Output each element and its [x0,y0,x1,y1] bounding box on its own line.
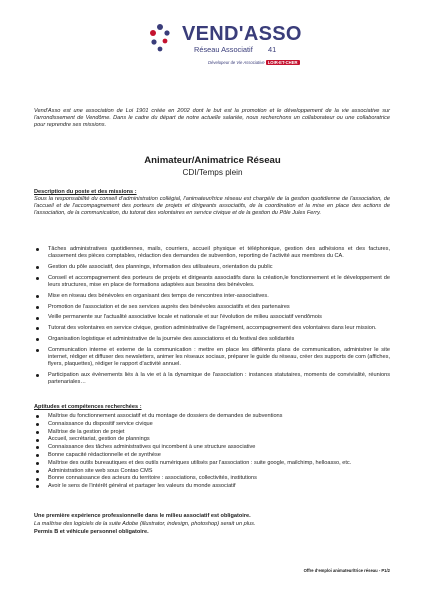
skills-list [34,413,390,491]
list-item: Mise en réseau des bénévoles en organisant des temps de rencontres inter-associatives. [34,293,390,300]
list-item: Connaissance du dispositif service civique [34,421,390,428]
list-item: Tâches administratives quotidiennes, mails, courriers, accueil physique et téléphonique, gestion des adhésions et des factures, classement des pièces comptables, rédaction des demandes de subvention, reporting de l'activité aux membres du CA. [34,246,390,260]
skills-heading: Aptitudes et compétences recherchées : [34,404,142,410]
missions-list [34,246,390,390]
list-item: Maîtrise des outils bureautiques et des outils numériques utilisés par l'association : suite google, mailchimp, helloasso, etc. [34,460,390,467]
description-paragraph: Sous la responsabilité du conseil d'administration collégial, l'animateur/trice réseau est chargé/e de la gestion quotidienne de l'association, de l'accueil et de l'accompagnement des porteurs de projets et dirigeants associatifs, de la coordination et la mise en place des actions de l'association, de la communication, du tutorat des volontaires en service civique et de la gestion du Pôle Jules Ferry. [34,196,390,217]
logo-tagline-badge: LOIR-ET-CHER [267,60,298,65]
list-item: Tutorat des volontaires en service civique, gestion administrative de l'agrément, accompagnement des volontaires dans leur mission. [34,325,390,332]
license-requirement: Permis B et véhicule personnel obligatoire. [34,529,149,535]
list-item: Bonne connaissance des acteurs du territoire : associations, collectivités, institutions [34,475,390,482]
list-item: Connaissance des tâches administratives qui incombent à une structure associative [34,444,390,451]
experience-requirement: Une première expérience professionnelle dans le milieu associatif est obligatoire. [34,513,251,519]
list-item: Communication interne et externe de la communication : mettre en place les différents plans de communication, administrer le site internet, rédiger et diffuser des newsletters, animer les réseaux sociaux, préparer le guide du réseau, créer des supports de com (affiches, flyers, plaquettes), rédiger le rapport d'activité annuel. [34,347,390,369]
logo-tagline [208,60,300,65]
logo-tagline-text: Dévelopeur de Vie Associative [208,60,265,65]
logo-brand: VEND'ASSO [182,23,302,45]
vendasso-logo [148,22,302,92]
list-item: Organisation logistique et administrative de la journée des associations et du festival des solidarités [34,336,390,343]
description-heading: Description du poste et des missions : [34,189,137,195]
contract-type: CDI/Temps plein [182,168,243,177]
list-item: Avoir le sens de l'intérêt général et partager les valeurs du monde associatif [34,483,390,490]
logo-subtitle: Réseau Associatif [194,45,253,54]
logo-number: 41 [268,45,277,54]
list-item: Participation aux évènements liés à la vie et à la dynamique de l'association : instances statutaires, moments de convivialité, réunions partenariales… [34,372,390,386]
list-item: Veille permanente sur l'actualité associative locale et nationale et sur l'évolution de milieu associatif vendômois [34,314,390,321]
list-item: Conseil et accompagnement des porteurs de projets et dirigeants associatifs dans la création,le fonctionnement et le développement de leurs structures, mise en place de formations adaptées aux besoins des bénévoles. [34,275,390,289]
list-item: Promotion de l'association et de ses services auprès des bénévoles associatifs et des partenaires [34,304,390,311]
list-item: Gestion du pôle associatif, des plannings, information des utilisateurs, orientation du public [34,264,390,271]
intro-paragraph: Vend'Asso est une association de Loi 1901 créée en 2002 dont le but est la promotion et le développement de la vie associative sur l'arrondissement de Vendôme. Dans le cadre du départ de notre actuelle salariée, nous recherchons un collaborateur ou une collaboratrice pour reprendre ses missions. [34,108,390,129]
job-title: Animateur/Animatrice Réseau [144,155,281,166]
list-item: Maîtrise de la gestion de projet [34,429,390,436]
list-item: Administration site web sous Contao CMS [34,468,390,475]
list-item: Accueil, secrétariat, gestion de plannings [34,436,390,443]
page-footer: Offre d'emploi animateur/trice réseau - P1/2 [303,568,390,573]
list-item: Bonne capacité rédactionnelle et de synthèse [34,452,390,459]
software-requirement: La maîtrise des logiciels de la suite Adobe (illustrator, indesign, photoshop) serait un plus. [34,521,256,527]
list-item: Maîtrise du fonctionnement associatif et du montage de dossiers de demandes de subventions [34,413,390,420]
